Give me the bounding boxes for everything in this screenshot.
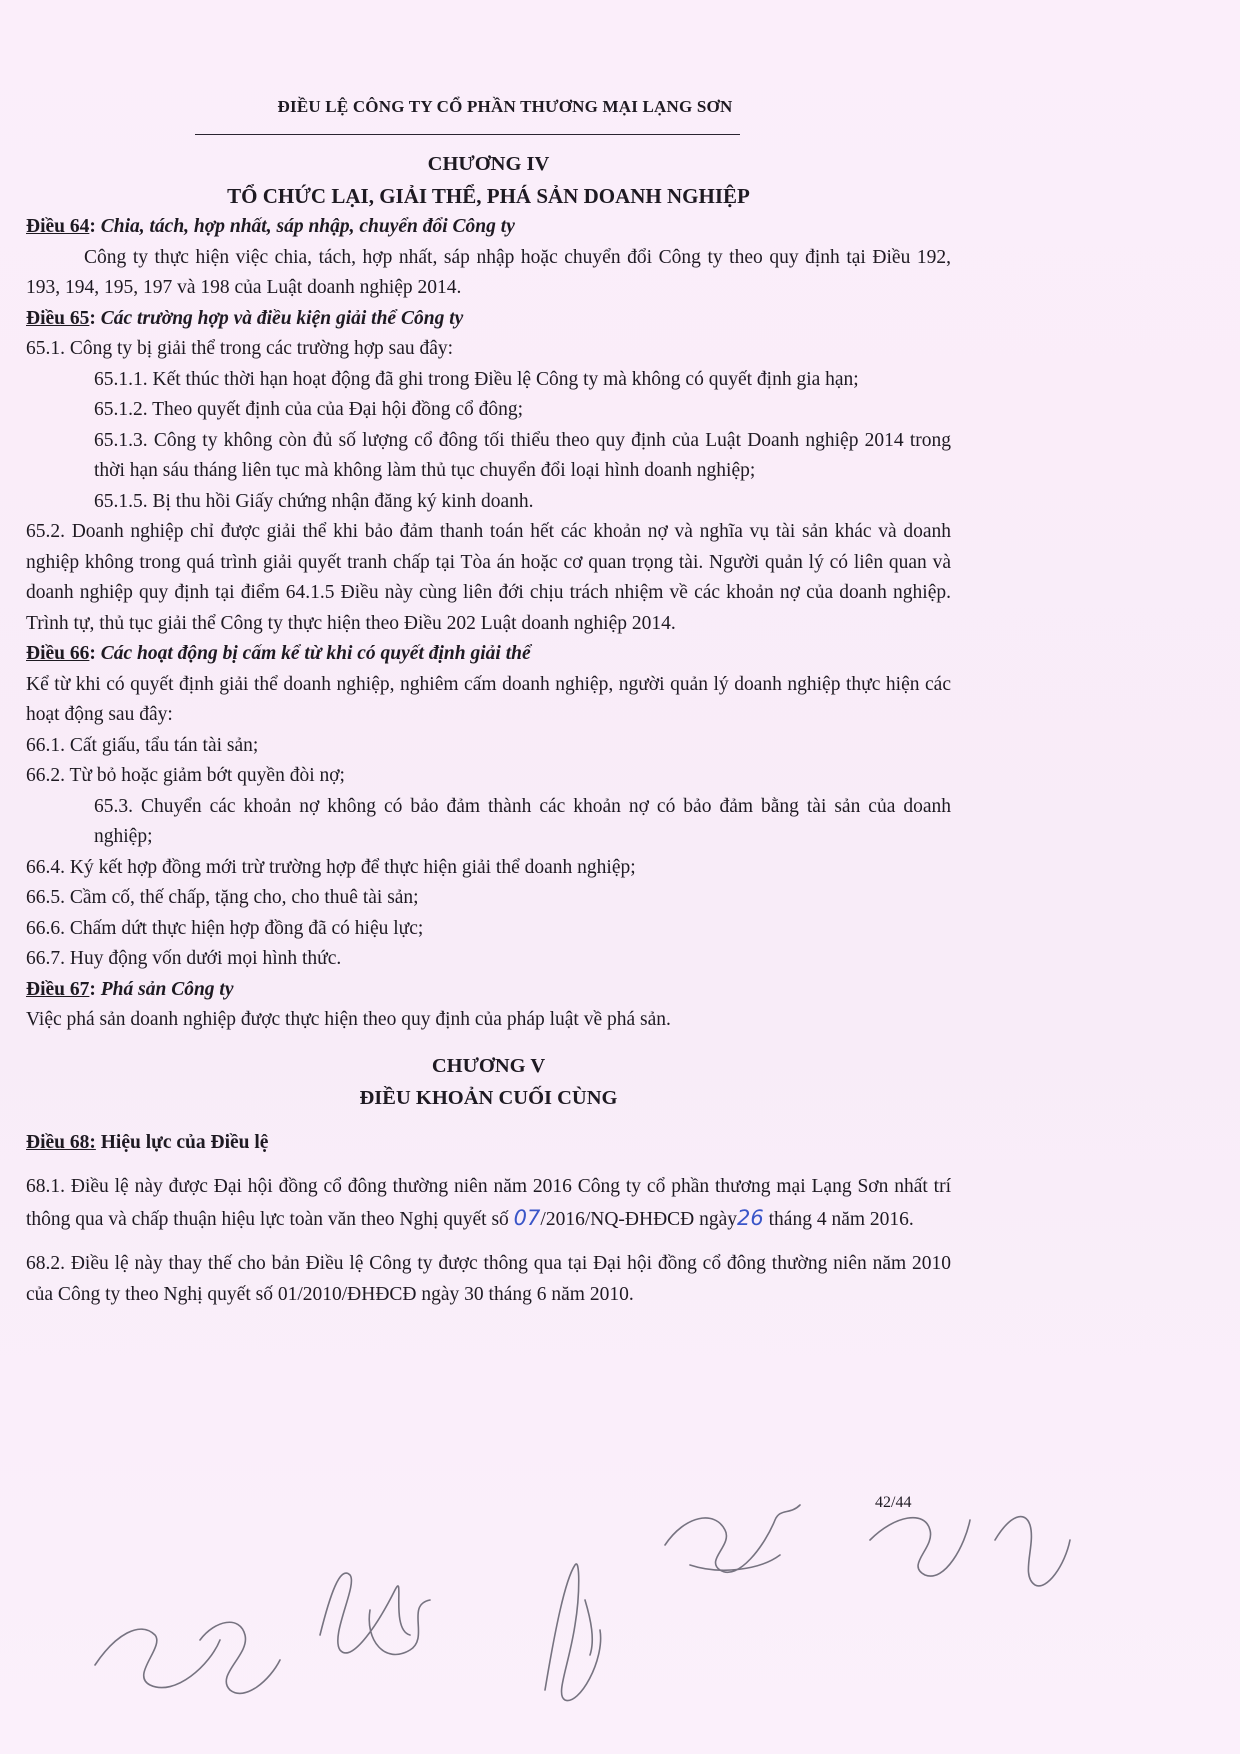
chapter-5-title: ĐIỀU KHOẢN CUỐI CÙNG <box>359 1086 618 1109</box>
article-64-title: Chia, tách, hợp nhất, sáp nhập, chuyển đổi Công ty <box>100 216 515 237</box>
list-item: 66.7. Huy động vốn dưới mọi hình thức. <box>26 948 342 969</box>
article-68-title: Hiệu lực của Điều lệ <box>95 1131 269 1153</box>
chapter-5-label: CHƯƠNG V <box>431 1054 546 1077</box>
signature-stroke <box>665 1505 800 1572</box>
chapter-4-label: CHƯƠNG IV <box>427 153 550 175</box>
signature-stroke <box>870 1518 970 1576</box>
list-item: 66.4. Ký kết hợp đồng mới trừ trường hợp để thực hiện giải thể doanh nghiệp; <box>26 856 636 878</box>
header-rule <box>195 134 740 135</box>
list-item: 66.2. Từ bỏ hoặc giảm bớt quyền đòi nợ; <box>26 765 345 786</box>
article-64-sep: : <box>89 216 101 237</box>
handwritten-resolution-number: 07 <box>513 1205 541 1230</box>
handwritten-day: 26 <box>737 1205 764 1230</box>
list-item: 66.6. Chấm dứt thực hiện hợp đồng đã có hiệu lực; <box>26 917 424 939</box>
article-66-intro: Kể từ khi có quyết định giải thể doanh nghiệp, nghiêm cấm doanh nghiệp, người quản lý doanh nghiệp thực hiện các hoạt động sau đây: <box>26 673 951 725</box>
article-67-title: Phá sản Công ty <box>100 978 234 1000</box>
clause-68-1-text-b: /2016/NQ-ĐHĐCĐ ngày <box>540 1208 738 1230</box>
spacer <box>26 1235 951 1249</box>
clause-65-1: 65.1. Công ty bị giải thể trong các trường hợp sau đây: <box>26 338 454 359</box>
list-item: 66.1. Cất giấu, tẩu tán tài sản; <box>26 734 259 756</box>
signature-stroke <box>690 1555 780 1570</box>
clause-65-1-5: 65.1.5. Bị thu hồi Giấy chứng nhận đăng ký kinh doanh. <box>94 490 534 512</box>
clause-65-2: 65.2. Doanh nghiệp chỉ được giải thể khi bảo đảm thanh toán hết các khoản nợ và nghĩa vụ tài sản khác và doanh nghiệp không trong quá trình giải quyết tranh chấp tại Tòa án hoặc cơ quan trọng tài. Người quản lý có liên quan và doanh nghiệp quy định tại điểm 64.1.5 Điều này cùng liên đới chịu trách nhiệm về các khoản nợ của doanh nghiệp. Trình tự, thủ tục giải thể Công ty thực hiện theo Điều 202 Luật doanh nghiệp 2014. <box>26 521 951 634</box>
article-65-heading <box>26 304 951 335</box>
signature-stroke <box>320 1573 410 1653</box>
article-67-sep: : <box>89 978 101 1000</box>
article-65-sep: : <box>89 307 101 329</box>
document-body <box>26 148 951 1310</box>
article-65-title: Các trường hợp và điều kiện giải thể Công ty <box>100 307 464 329</box>
signature-stroke <box>95 1629 220 1687</box>
list-item: 66.5. Cầm cố, thế chấp, tặng cho, cho thuê tài sản; <box>26 887 419 908</box>
clause-65-1-1: 65.1.1. Kết thúc thời hạn hoạt động đã ghi trong Điều lệ Công ty mà không có quyết định gia hạn; <box>94 368 859 390</box>
list-item: 65.3. Chuyển các khoản nợ không có bảo đảm thành các khoản nợ có bảo đảm bằng tài sản của doanh nghiệp; <box>94 795 951 847</box>
article-68-heading <box>26 1128 951 1159</box>
signature-stroke <box>545 1564 601 1701</box>
article-67-heading <box>26 975 951 1006</box>
spacer <box>26 1114 951 1128</box>
article-68-number: Điều 68: <box>26 1131 96 1153</box>
article-67-number: Điều 67 <box>26 978 90 1000</box>
spacer <box>26 1158 951 1172</box>
signature-stroke <box>369 1600 430 1654</box>
clause-68-1-text-c: tháng 4 năm 2016. <box>763 1208 914 1230</box>
clause-65-1-2: 65.1.2. Theo quyết định của của Đại hội đồng cổ đông; <box>94 399 524 420</box>
spacer <box>26 1036 951 1050</box>
clause-65-1-3: 65.1.3. Công ty không còn đủ số lượng cổ đông tối thiểu theo quy định của Luật Doanh nghiệp 2014 trong thời hạn sáu tháng liên tục mà không làm thủ tục chuyển đổi loại hình doanh nghiệp; <box>94 429 951 481</box>
article-66-number: Điều 66 <box>26 643 90 664</box>
clause-68-1-text-a: 68.1. Điều lệ này được Đại hội đồng cổ đông thường niên năm 2016 Công ty cổ phần thương mại Lạng Sơn nhất trí thông qua và chấp thuận hiệu lực toàn văn theo Nghị quyết số <box>26 1176 951 1230</box>
page-number: 42/44 <box>875 1494 912 1511</box>
clause-68-1 <box>26 1172 951 1235</box>
article-64-number: Điều 64 <box>26 216 90 237</box>
document-header: ĐIỀU LỆ CÔNG TY CỔ PHẦN THƯƠNG MẠI LẠNG SƠN <box>277 97 733 116</box>
article-64-body: Công ty thực hiện việc chia, tách, hợp nhất, sáp nhập hoặc chuyển đổi Công ty theo quy định tại Điều 192, 193, 194, 195, 197 và 198 của Luật doanh nghiệp 2014. <box>26 246 951 298</box>
signature-stroke <box>585 1600 592 1655</box>
clause-68-2: 68.2. Điều lệ này thay thế cho bản Điều lệ Công ty được thông qua tại Đại hội đồng cổ đông thường niên năm 2010 của Công ty theo Nghị quyết số 01/2010/ĐHĐCĐ ngày 30 tháng 6 năm 2010. <box>26 1253 951 1305</box>
signature-stroke <box>995 1517 1070 1586</box>
article-66-sep: : <box>89 643 101 664</box>
chapter-4-title: TỔ CHỨC LẠI, GIẢI THỂ, PHÁ SẢN DOANH NGHIỆP <box>227 184 750 208</box>
article-67-body: Việc phá sản doanh nghiệp được thực hiện theo quy định của pháp luật về phá sản. <box>26 1009 671 1030</box>
article-66-heading <box>26 639 951 670</box>
signature-stroke <box>200 1622 280 1693</box>
article-66-title: Các hoạt động bị cấm kể từ khi có quyết định giải thể <box>100 643 531 664</box>
article-65-number: Điều 65 <box>26 307 90 329</box>
article-64-heading <box>26 212 951 243</box>
